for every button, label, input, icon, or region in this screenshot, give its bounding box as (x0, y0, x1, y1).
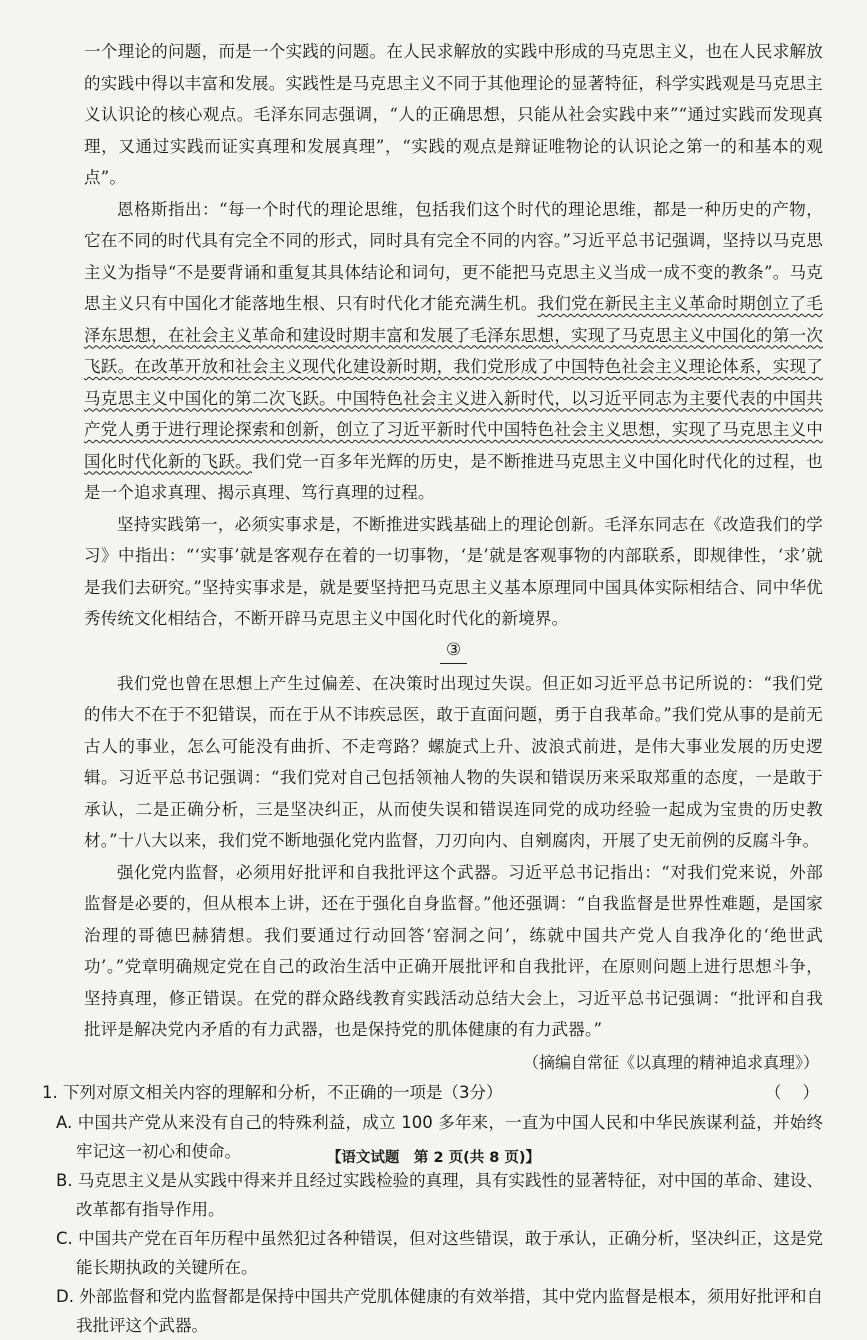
paragraph-practice: 一个理论的问题，而是一个实践的问题。在人民求解放的实践中形成的马克思主义，也在人民求解放的实践中得以丰富和发展。实践性是马克思主义不同于其他理论的显著特征，科学实践观是马克思主义认识论的核心观点。毛泽东同志强调，“人的正确思想，只能从社会实践中来”“通过实践而发现真理，又通过实践而证实真理和发展真理”，“实践的观点是辩证唯物论的认识论之第一的和基本的观点”。 (84, 42, 823, 187)
paragraph-engels-end: 我们党一百多年光辉的历史，是不断推进马克思主义中国化时代化的过程，也是一个追求真理、揭示真理、笃行真理的过程。 (84, 451, 823, 502)
question-text: 1. 下列对原文相关内容的理解和分析，不正确的一项是（3分） (42, 1082, 503, 1102)
option-a[interactable]: A. 中国共产党从来没有自己的特殊利益，成立 100 多年来，一直为中国人民和中华民族谋利益，并始终牢记这一初心和使命。 (56, 1112, 823, 1161)
paragraph-engels (84, 194, 823, 509)
section-number: ③ (84, 639, 823, 664)
source-citation: （摘编自常征《以真理的精神追求真理》） (522, 1052, 819, 1072)
wavy-underlined-passage: 我们党在新民主主义革命时期创立了毛泽东思想，在社会主义革命和建设时期丰富和发展了毛泽东思想，实现了马克思主义中国化的第一次飞跃。在改革开放和社会主义现代化建设新时期，我们党形成了中国特色社会主义理论体系，实现了马克思主义中国化的第二次飞跃。中国特色社会主义进入新时代，以习近平同志为主要代表的中国共产党人勇于进行理论探索和创新，创立了习近平新时代中国特色社会主义思想，实现了马克思主义中国化时代化新的飞跃。 (84, 294, 823, 471)
paragraph-supervision: 强化党内监督，必须用好批评和自我批评这个武器。习近平总书记指出：“对我们党来说，外部监督是必要的，但从根本上讲，还在于强化自身监督。”他还强调：“自我监督是世界性难题，是国家治理的哥德巴赫猜想。我们要通过行动回答‘窑洞之问’，练就中国共产党人自我净化的‘绝世武功’。”党章明确规定党在自己的政治生活中正确开展批评和自我批评，在原则问题上进行思想斗争，坚持真理，修正错误。在党的群众路线教育实践活动总结大会上，习近平总书记强调：“批评和自我批评是解决党内矛盾的有力武器，也是保持党的肌体健康的有力武器。” (84, 862, 823, 1039)
paragraph-engels-intro: 恩格斯指出：“每一个时代的理论思维，包括我们这个时代的理论思维，都是一种历史的产物，它在不同的时代具有完全不同的形式，同时具有完全不同的内容。”习近平总书记强调，坚持以马克思主义为指导“不是要背诵和重复其具体结论和词句，更不能把马克思主义当成一成不变的教条”。马克思主义只有中国化才能落地生根、只有时代化才能充满生机。 (84, 199, 823, 313)
answer-blank[interactable]: （ ） (765, 1082, 819, 1102)
option-c[interactable]: C. 中国共产党在百年历程中虽然犯过各种错误，但对这些错误，敢于承认，正确分析，坚决纠正，这是党能长期执政的关键所在。 (56, 1228, 823, 1277)
paragraph-mistakes: 我们党也曾在思想上产生过偏差、在决策时出现过失误。但正如习近平总书记所说的：“我们党的伟大不在于不犯错误，而在于从不讳疾忌医，敢于直面问题，勇于自我革命。”我们党从事的是前无古人的事业，怎么可能没有曲折、不走弯路？螺旋式上升、波浪式前进，是伟大事业发展的历史逻辑。习近平总书记强调：“我们党对自己包括领袖人物的失误和错误历来采取郑重的态度，一是敢于承认，二是正确分析，三是坚决纠正，从而使失误和错误连同党的成功经验一起成为宝贵的历史教材。”十八大以来，我们党不断地强化党内监督，刀刃向内、自剜腐肉，开展了史无前例的反腐斗争。 (84, 673, 823, 850)
option-d[interactable]: D. 外部监督和党内监督都是保持中国共产党肌体健康的有效举措，其中党内监督是根本，须用好批评和自我批评这个武器。 (56, 1286, 823, 1335)
paragraph-seek-truth: 坚持实践第一，必须实事求是，不断推进实践基础上的理论创新。毛泽东同志在《改造我们的学习》中指出：“‘实事’就是客观存在着的一切事物，‘是’就是客观事物的内部联系，即规律性，‘求’就是我们去研究。”坚持实事求是，就是要坚持把马克思主义基本原理同中国具体实际相结合、同中华优秀传统文化相结合，不断开辟马克思主义中国化时代化的新境界。 (84, 514, 823, 628)
option-b[interactable]: B. 马克思主义是从实践中得来并且经过实践检验的真理，具有实践性的显著特征，对中国的革命、建设、改革都有指导作用。 (56, 1170, 823, 1219)
page-footer: 【语文试题 第 2 页(共 8 页)】 (326, 1150, 541, 1166)
question-stem (42, 1078, 823, 1108)
